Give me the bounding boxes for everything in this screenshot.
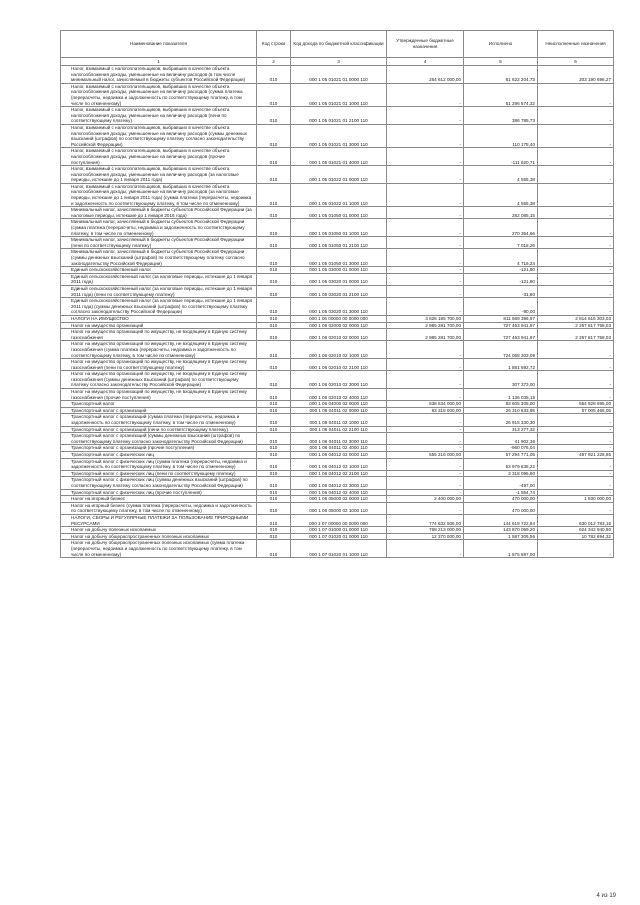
header-approved: Утвержденные бюджетные назначения (387, 31, 464, 58)
row-executed-cell: 57 294 771,05 (464, 452, 538, 459)
row-name-cell: Налог, взимаемый с налогоплательщиков, выбравших в качестве объекта налогообложения доходы, уменьшенные на величину расходов (за налоговые периоды, истекшие до 1 января 2011 года) (61, 166, 257, 184)
row-unexecuted-cell: - (538, 207, 614, 219)
row-approved-cell: - (387, 414, 464, 426)
table-row (61, 527, 614, 534)
row-name-cell: Минимальный налог, зачисляемый в бюджеты субъектов Российской Федерации (пени по соответствующему платежу) (61, 237, 257, 249)
table-row (61, 83, 614, 106)
table-row (61, 322, 614, 329)
row-executed-cell: 727 463 941,97 (464, 329, 538, 341)
row-executed-cell: 4 555,38 (464, 183, 538, 206)
row-income-code-cell: 000 1 06 04011 02 2100 110 (291, 426, 387, 433)
row-unexecuted-cell: 630 012 783,16 (538, 514, 614, 526)
row-unexecuted-cell: - (538, 273, 614, 285)
row-income-code-cell: 000 1 06 04011 02 1000 110 (291, 414, 387, 426)
table-row (61, 470, 614, 477)
row-unexecuted-cell: - (538, 183, 614, 206)
column-number: 6 (538, 58, 614, 66)
row-approved-cell: - (387, 148, 464, 166)
table-row (61, 166, 614, 184)
table-row (61, 298, 614, 316)
row-unexecuted-cell: - (538, 285, 614, 297)
row-executed-cell: 53 979 638,22 (464, 458, 538, 470)
table-row (61, 489, 614, 496)
row-unexecuted-cell: - (538, 489, 614, 496)
row-unexecuted-cell: 57 005 466,05 (538, 407, 614, 414)
row-executed-cell: 811 569 396,97 (464, 315, 538, 322)
row-unexecuted-cell: 1 930 000,00 (538, 496, 614, 503)
row-line-code-cell: 010 (257, 401, 291, 408)
row-income-code-cell: 000 1 07 01020 01 1000 110 (291, 540, 387, 558)
header-line-code: Код строки (257, 31, 291, 58)
table-row (61, 401, 614, 408)
row-approved-cell: - (387, 489, 464, 496)
row-executed-cell: 386 785,73 (464, 107, 538, 125)
row-name-cell: Налог на добычу полезных ископаемых (61, 527, 257, 534)
row-approved-cell: - (387, 445, 464, 452)
column-number-row (61, 58, 614, 66)
row-approved-cell: 2 400 000,00 (387, 496, 464, 503)
row-unexecuted-cell: 2 257 817 758,03 (538, 322, 614, 329)
column-number: 1 (61, 58, 257, 66)
row-approved-cell: - (387, 83, 464, 106)
row-executed-cell: 144 619 722,84 (464, 514, 538, 526)
row-income-code-cell: 000 1 06 04012 02 3000 110 (291, 477, 387, 489)
row-line-code-cell: 010 (257, 426, 291, 433)
row-income-code-cell: 000 1 06 00000 00 0000 000 (291, 315, 387, 322)
row-executed-cell: 110 175,40 (464, 124, 538, 147)
row-approved-cell: - (387, 166, 464, 184)
row-income-code-cell: 000 1 06 04011 02 4000 110 (291, 445, 387, 452)
row-line-code-cell: 010 (257, 124, 291, 147)
row-approved-cell: - (387, 470, 464, 477)
row-line-code-cell: 010 (257, 315, 291, 322)
row-name-cell: Единый сельскохозяйственный налог (за налоговые периоды, истекшие до 1 января 2011 года) (61, 273, 257, 285)
row-unexecuted-cell: - (538, 433, 614, 445)
row-approved-cell: - (387, 267, 464, 274)
row-approved-cell: - (387, 298, 464, 316)
table-row (61, 514, 614, 526)
budget-income-table (60, 30, 614, 558)
row-executed-cell: 26 915 330,30 (464, 414, 538, 426)
row-approved-cell: - (387, 219, 464, 237)
row-approved-cell: - (387, 540, 464, 558)
row-unexecuted-cell: - (538, 341, 614, 359)
row-name-cell: Налог, взимаемый с налогоплательщиков, выбравших в качестве объекта налогообложения доходы, уменьшенные на величину расходов (пени по соответствующему платежу) (61, 107, 257, 125)
row-executed-cell: 470 000,00 (464, 502, 538, 514)
row-income-code-cell: 000 1 06 04012 02 1000 110 (291, 458, 387, 470)
row-income-code-cell: 000 1 05 01022 01 1000 110 (291, 183, 387, 206)
row-executed-cell: 3 318 095,80 (464, 470, 538, 477)
row-income-code-cell: 000 1 06 04011 02 0000 110 (291, 407, 387, 414)
column-number: 3 (291, 58, 387, 66)
row-unexecuted-cell: - (538, 83, 614, 106)
row-executed-cell: 143 870 059,20 (464, 527, 538, 534)
table-row (61, 359, 614, 371)
row-executed-cell: 4 716,24 (464, 249, 538, 267)
header-executed: Исполнено (464, 31, 538, 58)
row-unexecuted-cell: - (538, 148, 614, 166)
row-approved-cell: 774 632 506,00 (387, 514, 464, 526)
row-name-cell: Налог на имущество организаций по имуществу, не входящему в Единую систему газоснабжения (суммы денежных взысканий (штрафов) по соответствующему платежу согласно законодательству Российской Федерации) (61, 371, 257, 389)
row-executed-cell: -90,00 (464, 298, 538, 316)
row-approved-cell: - (387, 371, 464, 389)
row-approved-cell: - (387, 341, 464, 359)
table-row (61, 371, 614, 389)
row-line-code-cell: 010 (257, 514, 291, 526)
row-income-code-cell: 000 1 05 01021 01 3000 110 (291, 124, 387, 147)
row-line-code-cell: 010 (257, 107, 291, 125)
row-approved-cell: - (387, 183, 464, 206)
row-executed-cell: 51 296 574,32 (464, 83, 538, 106)
row-unexecuted-cell: 203 190 696,27 (538, 66, 614, 84)
row-line-code-cell: 010 (257, 341, 291, 359)
row-income-code-cell: 000 1 05 03020 01 3000 110 (291, 298, 387, 316)
row-unexecuted-cell: - (538, 219, 614, 237)
row-income-code-cell: 000 1 05 01021 01 0000 110 (291, 66, 387, 84)
report-table-container (60, 30, 613, 558)
table-row (61, 237, 614, 249)
row-line-code-cell: 010 (257, 371, 291, 389)
row-approved-cell: - (387, 273, 464, 285)
row-name-cell: Единый сельскохозяйственный налог (за налоговые периоды, истекшие до 1 января 2011 года) (пени по соответствующему платежу) (61, 285, 257, 297)
row-unexecuted-cell: - (538, 267, 614, 274)
table-row (61, 458, 614, 470)
row-executed-cell: 1 587 305,56 (464, 533, 538, 540)
row-income-code-cell: 000 1 06 02010 02 1000 110 (291, 341, 387, 359)
row-executed-cell: 7 018,26 (464, 237, 538, 249)
row-income-code-cell: 000 1 06 04012 02 0000 110 (291, 452, 387, 459)
row-unexecuted-cell: - (538, 445, 614, 452)
table-row (61, 285, 614, 297)
row-unexecuted-cell: 554 928 695,00 (538, 401, 614, 408)
row-line-code-cell: 010 (257, 489, 291, 496)
header-name: Наименование показателя (61, 31, 257, 58)
row-line-code-cell: 010 (257, 166, 291, 184)
row-line-code-cell: 010 (257, 445, 291, 452)
table-body (61, 66, 614, 558)
row-line-code-cell: 010 (257, 540, 291, 558)
row-executed-cell: 1 575 597,00 (464, 540, 538, 558)
row-approved-cell: 555 216 000,00 (387, 452, 464, 459)
table-row (61, 107, 614, 125)
row-line-code-cell: 010 (257, 527, 291, 534)
row-line-code-cell: 010 (257, 249, 291, 267)
row-unexecuted-cell: 10 782 694,32 (538, 533, 614, 540)
row-line-code-cell: 010 (257, 322, 291, 329)
row-name-cell: Налог на игорный бизнес (сумма платежа (перерасчеты, недоимка и задолженность по соответствующему платежу, в том числе по отмененному) (61, 502, 257, 514)
row-income-code-cell: 000 1 06 02010 02 0000 110 (291, 329, 387, 341)
row-name-cell: Единый сельскохозяйственный налог (за налоговые периоды, истекшие до 1 января 2011 года) (суммы денежных взысканий (штрафов) по соответствующему платежу согласно законодательству Российской Федерации) (61, 298, 257, 316)
row-name-cell: Транспортный налог с организаций (61, 407, 257, 414)
row-line-code-cell: 010 (257, 389, 291, 401)
row-name-cell: Налог, взимаемый с налогоплательщиков, выбравших в качестве объекта налогообложения доходы, уменьшенные на величину расходов (сумма платежа (перерасчеты, недоимка и задолженность по соответствующему платежу, в том числе по отмененному) (61, 83, 257, 106)
row-name-cell: Минимальный налог, зачисляемый в бюджеты субъектов Российской Федерации (сумма платежа (перерасчеты, недоимка и задолженность по соответствующему платежу, в том числе по отмененному) (61, 219, 257, 237)
table-header-row (61, 31, 614, 58)
row-name-cell: Транспортный налог с организаций (пени по соответствующему платежу) (61, 426, 257, 433)
row-line-code-cell: 010 (257, 183, 291, 206)
table-row (61, 249, 614, 267)
row-unexecuted-cell: - (538, 458, 614, 470)
row-executed-cell: 724 068 303,09 (464, 341, 538, 359)
row-line-code-cell: 010 (257, 267, 291, 274)
row-name-cell: Налог, взимаемый с налогоплательщиков, выбравших в качестве объекта налогообложения доходы, уменьшенные на величину расходов (прочие поступления) (61, 148, 257, 166)
table-row (61, 273, 614, 285)
row-executed-cell: -1 554,74 (464, 489, 538, 496)
row-executed-cell: -121,80 (464, 273, 538, 285)
table-row (61, 183, 614, 206)
column-number: 2 (257, 58, 291, 66)
row-unexecuted-cell: - (538, 107, 614, 125)
row-approved-cell: - (387, 124, 464, 147)
table-row (61, 315, 614, 322)
row-income-code-cell: 000 1 06 05000 02 0000 110 (291, 496, 387, 503)
row-executed-cell: 1 136 035,15 (464, 389, 538, 401)
column-number: 4 (387, 58, 464, 66)
row-executed-cell: 26 310 533,95 (464, 407, 538, 414)
row-executed-cell: 4 555,38 (464, 166, 538, 184)
row-approved-cell: - (387, 389, 464, 401)
table-row (61, 452, 614, 459)
row-line-code-cell: 010 (257, 237, 291, 249)
row-name-cell: Минимальный налог, зачисляемый в бюджеты субъектов Российской Федерации (суммы денежных взысканий (штрафов) по соответствующему платежу согласно законодательству Российской Федерации) (61, 249, 257, 267)
row-name-cell: Налог на имущество организаций по имуществу, не входящему в Единую систему газоснабжения (61, 329, 257, 341)
table-row (61, 389, 614, 401)
table-row (61, 341, 614, 359)
row-line-code-cell: 010 (257, 452, 291, 459)
row-name-cell: Транспортный налог с физических лиц (суммы денежных взысканий (штрафов) по соответствующему платежу согласно законодательству Российской Федерации) (61, 477, 257, 489)
row-executed-cell: 41 902,36 (464, 433, 538, 445)
row-name-cell: Транспортный налог с организаций (суммы денежных взысканий (штрафов) по соответствующему платежу согласно законодательству Российской Федерации) (61, 433, 257, 445)
row-income-code-cell: 000 1 06 04012 02 2100 110 (291, 470, 387, 477)
row-name-cell: Транспортный налог с физических лиц (61, 452, 257, 459)
row-executed-cell: 1 881 592,72 (464, 359, 538, 371)
row-name-cell: Налог на имущество организаций (61, 322, 257, 329)
row-name-cell: Минимальный налог, зачисляемый в бюджеты субъектов Российской Федерации (за налоговые периоды, истекшие до 1 января 2016 года) (61, 207, 257, 219)
row-executed-cell: 313 277,32 (464, 426, 538, 433)
row-name-cell: Транспортный налог с организаций (прочие поступления) (61, 445, 257, 452)
row-executed-cell: -960 076,04 (464, 445, 538, 452)
row-approved-cell: 2 985 281 700,00 (387, 329, 464, 341)
row-executed-cell: 727 463 941,97 (464, 322, 538, 329)
row-approved-cell: 638 534 000,00 (387, 401, 464, 408)
column-number: 5 (464, 58, 538, 66)
row-line-code-cell: 010 (257, 83, 291, 106)
header-income-code: Код дохода по бюджетной классификации (291, 31, 387, 58)
row-name-cell: НАЛОГИ НА ИМУЩЕСТВО (61, 315, 257, 322)
row-line-code-cell: 010 (257, 458, 291, 470)
row-approved-cell: 768 213 000,00 (387, 527, 464, 534)
row-unexecuted-cell: - (538, 124, 614, 147)
table-row (61, 267, 614, 274)
row-unexecuted-cell: - (538, 359, 614, 371)
row-unexecuted-cell: - (538, 426, 614, 433)
row-unexecuted-cell: - (538, 298, 614, 316)
row-approved-cell: - (387, 285, 464, 297)
row-approved-cell: 83 318 000,00 (387, 407, 464, 414)
table-row (61, 477, 614, 489)
row-executed-cell: 307 373,00 (464, 371, 538, 389)
row-unexecuted-cell: - (538, 371, 614, 389)
row-line-code-cell: 010 (257, 207, 291, 219)
row-unexecuted-cell: 624 342 940,80 (538, 527, 614, 534)
row-income-code-cell: 000 1 05 01021 01 2100 110 (291, 107, 387, 125)
row-line-code-cell: 010 (257, 148, 291, 166)
row-line-code-cell: 010 (257, 414, 291, 426)
row-unexecuted-cell: - (538, 414, 614, 426)
row-unexecuted-cell: - (538, 540, 614, 558)
row-line-code-cell: 010 (257, 285, 291, 297)
row-executed-cell: 270 354,66 (464, 219, 538, 237)
row-line-code-cell: 010 (257, 477, 291, 489)
row-name-cell: Транспортный налог с организаций (сумма платежа (перерасчеты, недоимка и задолженность по соответствующему платежу, в том числе по отмененному) (61, 414, 257, 426)
row-unexecuted-cell: - (538, 477, 614, 489)
row-approved-cell: - (387, 249, 464, 267)
row-income-code-cell: 000 1 06 04012 02 4000 110 (291, 489, 387, 496)
row-line-code-cell: 010 (257, 298, 291, 316)
table-row (61, 414, 614, 426)
row-unexecuted-cell: 2 814 616 303,03 (538, 315, 614, 322)
row-executed-cell: -31,80 (464, 285, 538, 297)
row-approved-cell: 3 626 185 700,00 (387, 315, 464, 322)
table-row (61, 407, 614, 414)
row-unexecuted-cell: - (538, 237, 614, 249)
row-approved-cell: - (387, 426, 464, 433)
row-income-code-cell: 000 1 07 01000 01 0000 110 (291, 527, 387, 534)
row-income-code-cell: 000 1 05 03000 01 0000 110 (291, 267, 387, 274)
page-number: 4 из 19 (596, 893, 616, 899)
table-row (61, 433, 614, 445)
row-line-code-cell: 010 (257, 533, 291, 540)
row-income-code-cell: 000 1 05 01021 01 1000 110 (291, 83, 387, 106)
row-approved-cell: - (387, 458, 464, 470)
row-line-code-cell: 010 (257, 502, 291, 514)
row-approved-cell: 2 985 281 700,00 (387, 322, 464, 329)
row-name-cell: Налог, взимаемый с налогоплательщиков, выбравших в качестве объекта налогообложения доходы, уменьшенные на величину расходов (за налоговые периоды, истекшие до 1 января 2011 года) (сумма платежа (перерасчеты, недоимка и задолженность по соответствующему платежу, в том числе по отмененному) (61, 183, 257, 206)
row-line-code-cell: 010 (257, 496, 291, 503)
row-unexecuted-cell: - (538, 502, 614, 514)
row-approved-cell: - (387, 477, 464, 489)
row-executed-cell: -111 620,71 (464, 148, 538, 166)
row-income-code-cell: 000 1 06 05000 02 1000 110 (291, 502, 387, 514)
row-approved-cell: - (387, 237, 464, 249)
row-name-cell: Налог, взимаемый с налогоплательщиков, выбравших в качестве объекта налогообложения доходы, уменьшенные на величину расходов (суммы денежных взысканий (штрафов) по соответствующему платежу согласно законодательству Российской Федерации) (61, 124, 257, 147)
row-income-code-cell: 000 1 07 01020 01 0000 110 (291, 533, 387, 540)
row-name-cell: Транспортный налог (61, 401, 257, 408)
table-row (61, 207, 614, 219)
table-row (61, 66, 614, 84)
row-line-code-cell: 010 (257, 273, 291, 285)
row-executed-cell: -121,80 (464, 267, 538, 274)
row-unexecuted-cell: 2 257 817 758,03 (538, 329, 614, 341)
row-line-code-cell: 010 (257, 470, 291, 477)
table-row (61, 124, 614, 147)
row-executed-cell: 83 605 305,00 (464, 401, 538, 408)
row-income-code-cell: 000 1 05 01021 01 4000 110 (291, 148, 387, 166)
row-approved-cell: - (387, 433, 464, 445)
row-income-code-cell: 000 1 06 02000 02 0000 110 (291, 322, 387, 329)
row-approved-cell: - (387, 502, 464, 514)
row-unexecuted-cell: 497 921 228,95 (538, 452, 614, 459)
row-name-cell: НАЛОГИ, СБОРЫ И РЕГУЛЯРНЫЕ ПЛАТЕЖИ ЗА ПОЛЬЗОВАНИЕ ПРИРОДНЫМИ РЕСУРСАМИ (61, 514, 257, 526)
row-line-code-cell: 010 (257, 433, 291, 445)
row-executed-cell: -497,00 (464, 477, 538, 489)
table-row (61, 148, 614, 166)
table-row (61, 540, 614, 558)
table-row (61, 445, 614, 452)
row-name-cell: Транспортный налог с физических лиц (пени по соответствующему платежу) (61, 470, 257, 477)
row-income-code-cell: 000 1 05 01050 01 2100 110 (291, 237, 387, 249)
row-unexecuted-cell: - (538, 389, 614, 401)
row-unexecuted-cell: - (538, 249, 614, 267)
row-name-cell: Налог, взимаемый с налогоплательщиков, выбравших в качестве объекта налогообложения доходы, уменьшенные на величину расходов (в том числе минимальный налог, зачисляемый в бюджеты субъектов Российской Федерации) (61, 66, 257, 84)
row-line-code-cell: 010 (257, 359, 291, 371)
row-income-code-cell: 000 1 05 01022 01 0000 110 (291, 166, 387, 184)
row-line-code-cell: 010 (257, 407, 291, 414)
table-row (61, 533, 614, 540)
row-approved-cell: 264 612 000,00 (387, 66, 464, 84)
row-executed-cell: 470 000,00 (464, 496, 538, 503)
table-row (61, 502, 614, 514)
table-row (61, 329, 614, 341)
row-name-cell: Налог на имущество организаций по имуществу, не входящему в Единую систему газоснабжения (сумма платежа (перерасчеты, недоимка и задолженность по соответствующему платежу, в том числе по отмененному) (61, 341, 257, 359)
row-income-code-cell: 000 1 06 04011 02 3000 110 (291, 433, 387, 445)
row-income-code-cell: 000 1 05 01050 01 3000 110 (291, 249, 387, 267)
row-income-code-cell: 000 1 06 02010 02 4000 110 (291, 389, 387, 401)
table-row (61, 426, 614, 433)
row-name-cell: Налог на имущество организаций по имуществу, не входящему в Единую систему газоснабжения (пени по соответствующему платежу) (61, 359, 257, 371)
row-income-code-cell: 000 1 06 02010 02 2100 110 (291, 359, 387, 371)
table-row (61, 219, 614, 237)
row-approved-cell: - (387, 207, 464, 219)
row-income-code-cell: 000 1 06 02010 02 3000 110 (291, 371, 387, 389)
row-name-cell: Налог на имущество организаций по имуществу, не входящему в Единую систему газоснабжения (прочие поступления) (61, 389, 257, 401)
row-name-cell: Налог на добычу общераспространенных полезных ископаемых (61, 533, 257, 540)
row-income-code-cell: 000 1 05 01050 01 0000 110 (291, 207, 387, 219)
row-unexecuted-cell: - (538, 166, 614, 184)
row-approved-cell: - (387, 359, 464, 371)
row-name-cell: Налог на добычу общераспространенных полезных ископаемых (сумма платежа (перерасчеты, недоимка и задолженность по соответствующему платежу, в том числе по отмененному) (61, 540, 257, 558)
header-unexecuted: Неисполненные назначения (538, 31, 614, 58)
row-line-code-cell: 010 (257, 219, 291, 237)
row-income-code-cell: 000 1 05 03020 01 0000 110 (291, 273, 387, 285)
row-unexecuted-cell: - (538, 470, 614, 477)
row-approved-cell: - (387, 107, 464, 125)
row-income-code-cell: 000 1 07 00000 00 0000 000 (291, 514, 387, 526)
row-executed-cell: 61 622 204,73 (464, 66, 538, 84)
row-executed-cell: 282 085,15 (464, 207, 538, 219)
row-name-cell: Единый сельскохозяйственный налог (61, 267, 257, 274)
row-income-code-cell: 000 1 05 01050 01 1000 110 (291, 219, 387, 237)
row-income-code-cell: 000 1 06 04000 02 0000 110 (291, 401, 387, 408)
row-line-code-cell: 010 (257, 66, 291, 84)
row-line-code-cell: 010 (257, 329, 291, 341)
row-approved-cell: 12 370 000,00 (387, 533, 464, 540)
row-name-cell: Налог на игорный бизнес (61, 496, 257, 503)
row-name-cell: Транспортный налог с физических лиц (сумма платежа (перерасчеты, недоимка и задолженность по соответствующему платежу, в том числе по отмененному) (61, 458, 257, 470)
row-name-cell: Транспортный налог с физических лиц (прочие поступления) (61, 489, 257, 496)
row-income-code-cell: 000 1 05 03020 01 2100 110 (291, 285, 387, 297)
table-row (61, 496, 614, 503)
